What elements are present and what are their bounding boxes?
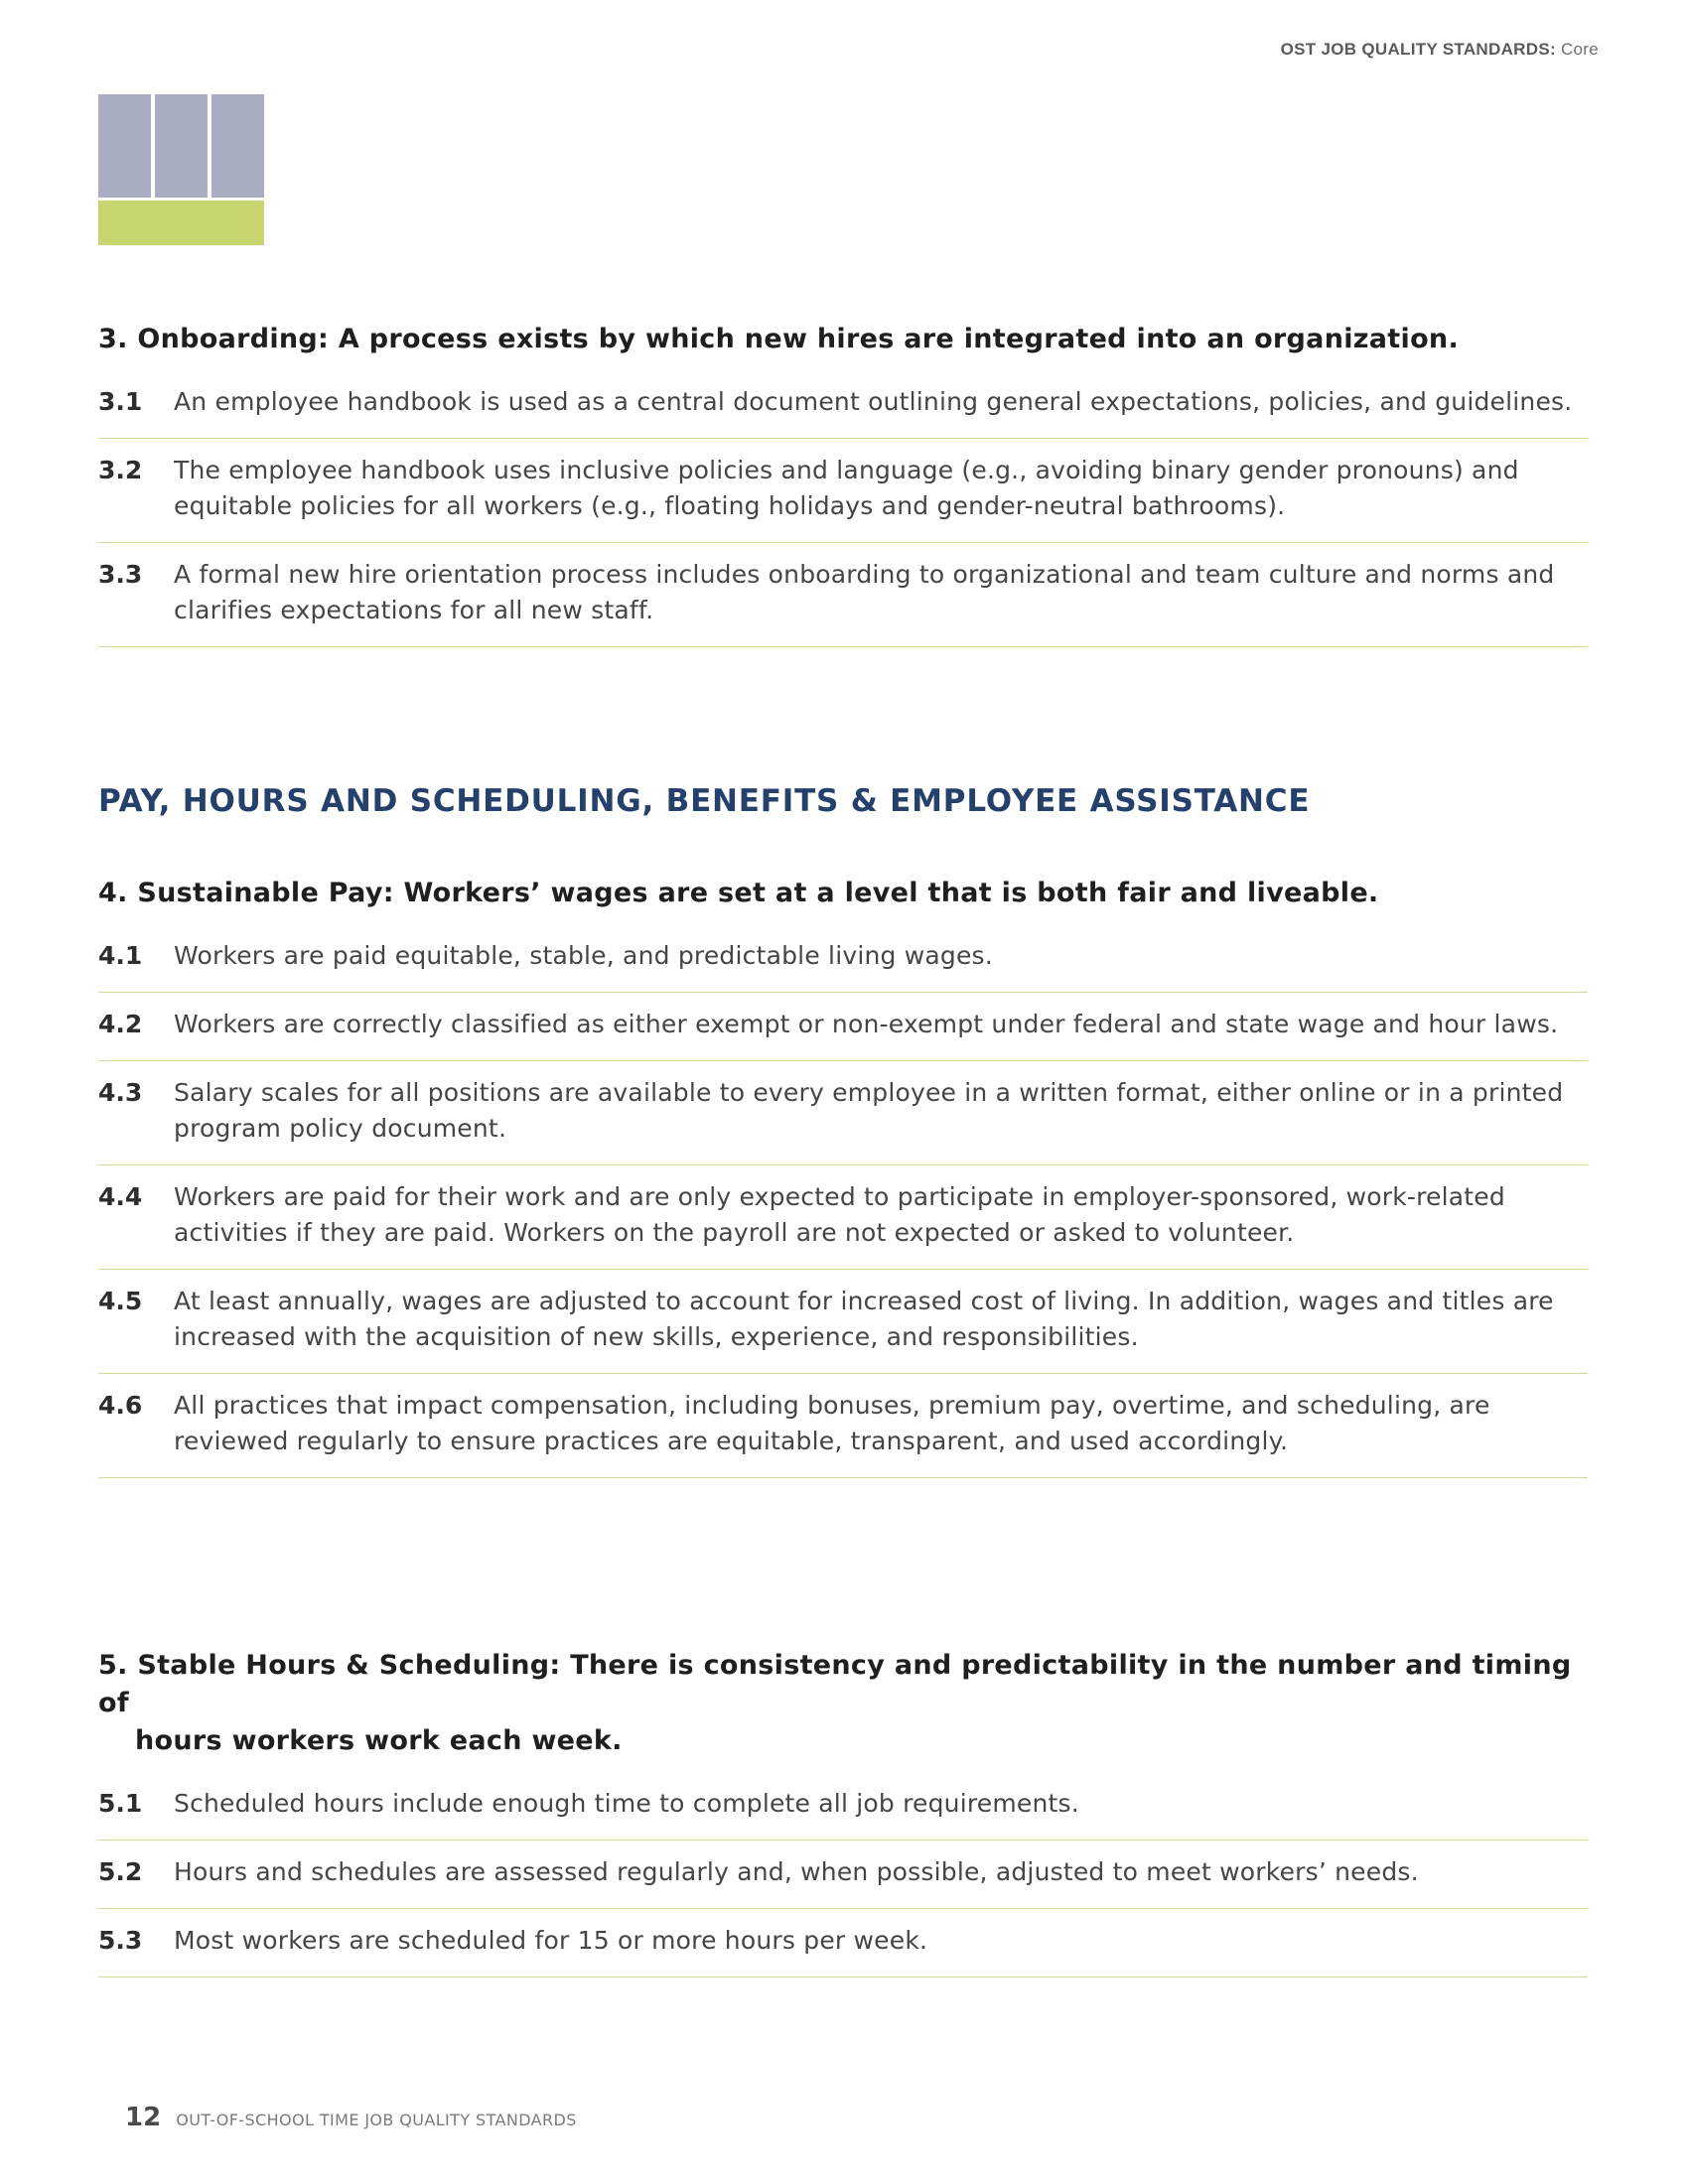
list-item xyxy=(98,1374,1588,1478)
list-item xyxy=(98,543,1588,647)
item-text: Salary scales for all positions are available to every employee in a written format, either online or in a printed program policy document. xyxy=(174,1078,1564,1143)
page-number: 12 xyxy=(125,2103,162,2132)
item-number: 4.2 xyxy=(98,1010,143,1038)
logo-graphic xyxy=(98,94,264,245)
standard-5 xyxy=(98,1647,1588,1978)
standard-3 xyxy=(98,321,1588,647)
item-number: 3.3 xyxy=(98,560,143,589)
list-item xyxy=(98,1909,1588,1978)
item-number: 4.6 xyxy=(98,1391,143,1420)
logo-bar xyxy=(211,94,264,198)
list-item xyxy=(98,1772,1588,1841)
item-number: 5.3 xyxy=(98,1926,143,1955)
section-heading: PAY, HOURS AND SCHEDULING, BENEFITS & EMPLOYEE ASSISTANCE xyxy=(98,783,1311,819)
item-text: At least annually, wages are adjusted to account for increased cost of living. In addition, wages and titles are increased with the acquisition of new skills, experience, and responsibilities. xyxy=(174,1287,1554,1351)
item-number: 5.2 xyxy=(98,1857,143,1886)
item-text: Scheduled hours include enough time to complete all job requirements. xyxy=(174,1789,1079,1818)
list-item xyxy=(98,993,1588,1061)
running-header-bold: OST JOB QUALITY STANDARDS: xyxy=(1280,40,1556,59)
page-footer xyxy=(125,2103,577,2132)
standard-5-heading-line1: 5. Stable Hours & Scheduling: There is consistency and predictability in the number and timing of xyxy=(98,1650,1572,1718)
item-text: A formal new hire orientation process includes onboarding to organizational and team culture and norms and clarifies expectations for all new staff. xyxy=(174,560,1555,624)
item-number: 3.2 xyxy=(98,456,143,484)
item-number: 4.1 xyxy=(98,941,143,970)
list-item xyxy=(98,1270,1588,1374)
footer-title: OUT-OF-SCHOOL TIME JOB QUALITY STANDARDS xyxy=(176,2111,577,2129)
item-text: Hours and schedules are assessed regularly and, when possible, adjusted to meet workers’ needs. xyxy=(174,1857,1419,1886)
list-item xyxy=(98,1061,1588,1165)
running-header xyxy=(1281,40,1599,60)
list-item xyxy=(98,1165,1588,1270)
item-number: 4.3 xyxy=(98,1078,143,1107)
item-text: Workers are paid for their work and are only expected to participate in employer-sponsored, work-related activities if they are paid. Workers on the payroll are not expected or asked to volunteer. xyxy=(174,1182,1505,1247)
standard-3-heading: 3. Onboarding: A process exists by which new hires are integrated into an organization. xyxy=(98,324,1459,354)
item-text: Workers are paid equitable, stable, and predictable living wages. xyxy=(174,941,993,970)
item-text: An employee handbook is used as a central document outlining general expectations, policies, and guidelines. xyxy=(174,387,1573,416)
item-number: 4.5 xyxy=(98,1287,143,1315)
logo-base xyxy=(98,201,264,245)
list-item xyxy=(98,370,1588,439)
list-item xyxy=(98,439,1588,543)
standard-5-heading-line2: hours workers work each week. xyxy=(135,1725,623,1756)
logo-bar xyxy=(98,94,151,198)
list-item xyxy=(98,1841,1588,1909)
standard-5-heading xyxy=(98,1647,1588,1760)
item-text: All practices that impact compensation, including bonuses, premium pay, overtime, and scheduling, are reviewed regularly to ensure practices are equitable, transparent, and used accordingly. xyxy=(174,1391,1490,1455)
section-header xyxy=(98,781,1588,821)
logo-bar xyxy=(155,94,208,198)
running-header-rest: Core xyxy=(1555,40,1599,59)
item-text: The employee handbook uses inclusive policies and language (e.g., avoiding binary gender pronouns) and equitable policies for all workers (e.g., floating holidays and gender-neutral bathrooms). xyxy=(174,456,1519,520)
item-text: Most workers are scheduled for 15 or more hours per week. xyxy=(174,1926,928,1955)
item-number: 4.4 xyxy=(98,1182,143,1211)
standard-4-heading: 4. Sustainable Pay: Workers’ wages are set at a level that is both fair and liveable. xyxy=(98,878,1379,908)
item-number: 3.1 xyxy=(98,387,143,416)
item-text: Workers are correctly classified as either exempt or non-exempt under federal and state wage and hour laws. xyxy=(174,1010,1559,1038)
standard-4 xyxy=(98,875,1588,1478)
list-item xyxy=(98,924,1588,993)
item-number: 5.1 xyxy=(98,1789,143,1818)
